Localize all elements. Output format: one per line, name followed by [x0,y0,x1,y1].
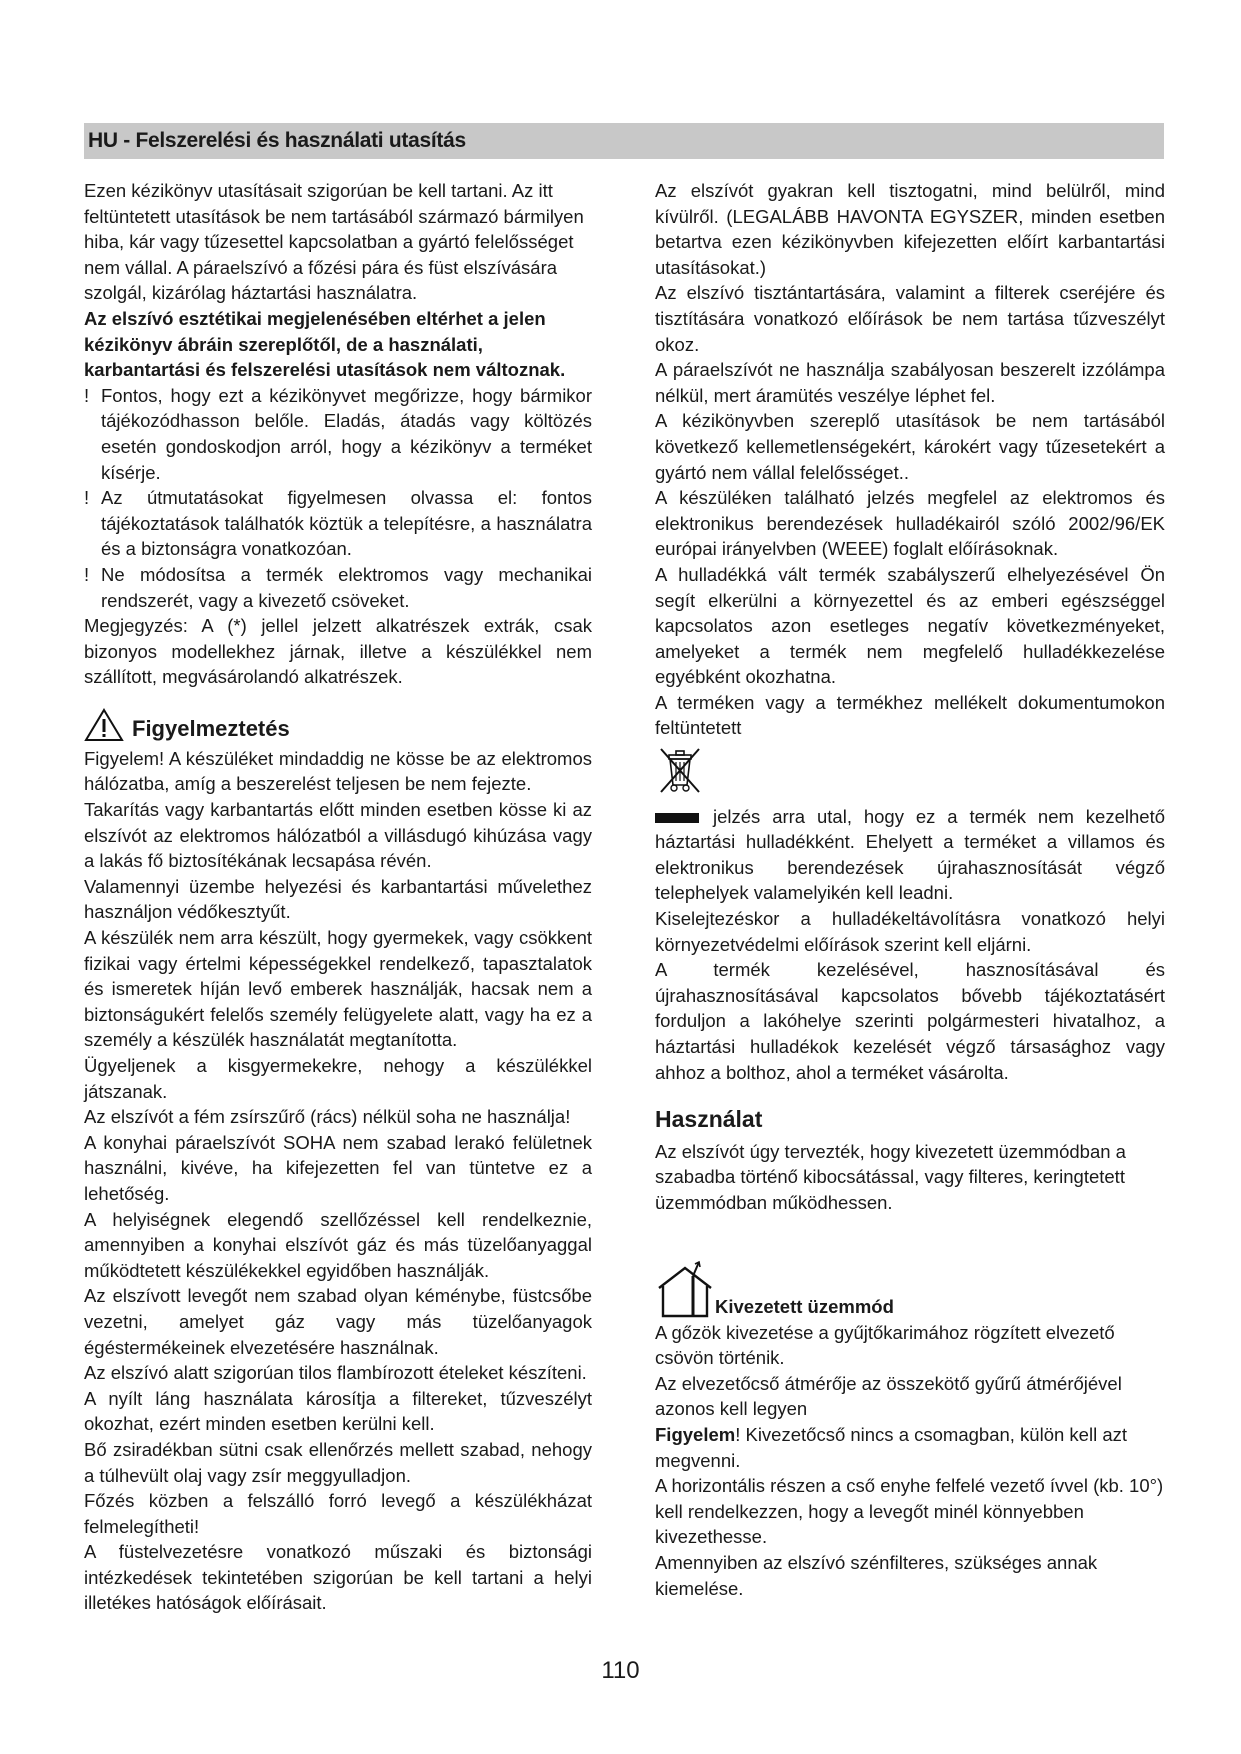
bullet-mark: ! [84,487,90,509]
warning-item: A füstelvezetésre vonatkozó műszaki és biztonsági intézkedések tekintetében szigorúan be kell tartani a helyi illetékes hatóságok előírásait. [84,1541,592,1614]
warning-item: A készülék nem arra készült, hogy gyermekek, vagy csökkent fizikai vagy értelmi képességekkel rendelkező, tapasztalatok és ismeretek híján levő emberek használják, hacsak nem a biztonságukért felelős személy felügyelete alatt, vagy ha ez a személy a készülék használatát megtanította. [84,927,592,1051]
warning-item: A nyílt láng használata károsítja a filtereket, tűzveszélyt okozhat, ezért minden esetben kerülni kell. [84,1387,592,1435]
paragraph: Kiselejtezéskor a hulladékeltávolításra vonatkozó helyi környezetvédelmi előírások szerint kell eljárni. [655,908,1165,955]
warning-item: Ügyeljenek a kisgyermekekre, nehogy a készülékkel játszanak. [84,1055,592,1102]
duct-paragraph: A gőzök kivezetése a gyűjtőkarimához rögzített elvezető csövön történik. [655,1321,1115,1369]
weee-paragraph [655,804,1165,906]
duct-warning [655,1422,1165,1473]
weee-text: jelzés arra utal, hogy ez a termék nem kezelhető háztartási hulladékként. Ehelyett a terméket a villamos és elektronikus berendezések újrahasznosítását végző telephelyek valamelyikén kell leadni. [655,805,1165,904]
warning-item: A konyhai páraelszívót SOHA nem szabad lerakó felületnek használni, kivéve, ha kifejezetten fel van tüntetve ez a lehetőség. [84,1131,592,1204]
paragraph: A páraelszívót ne használja szabályosan beszerelt izzólámpa nélkül, mert áramütés veszélye léphet fel. [655,359,1165,406]
warning-heading [84,708,592,742]
bullet-mark: ! [84,384,90,406]
weee-bar-icon [655,813,699,823]
warning-item: Az elszívott levegőt nem szabad olyan kéménybe, füstcsőbe vezetni, amelyet gáz vagy más tüzelőanyagok égéstermékeinek elvezetésére használnak. [84,1285,592,1358]
house-vent-icon [655,1260,715,1320]
bullet-text: Ne módosítsa a termék elektromos vagy mechanikai rendszerét, vagy a kivezető csöveket. [101,563,592,611]
right-column [655,178,1165,1601]
intro-paragraph: Ezen kézikönyv utasításait szigorúan be kell tartani. Az itt feltüntetett utasítások be nem tartásából származó bármilyen hiba, kár vagy tűzesettel kapcsolatban a gyártó felelősséget nem vállal. A páraelszívó a főzési pára és füst elszívására szolgál, kizárólag háztartási használatra. [84,180,584,304]
bullet-text: Fontos, hogy ezt a kézikönyvet megőrizze, hogy bármikor tájékozódhasson belőle. Eladás, átadás vagy költözés esetén gondoskodjon arról, hogy a kézikönyv a terméket kísérje. [101,384,592,483]
duct-heading [655,1260,1165,1320]
page-title: HU - Felszerelési és használati utasítás [88,129,466,152]
bullet-mark: ! [84,563,90,585]
duct-paragraph: Az elvezetőcső átmérője az összekötő gyűrű átmérőjével azonos kell legyen [655,1372,1122,1420]
weee-bin-icon [655,745,1165,802]
paragraph: A terméken vagy a termékhez mellékelt dokumentumokon feltüntetett [655,691,1165,739]
duct-warning-bold: Figyelem [655,1423,736,1445]
warning-item: A helyiségnek elegendő szellőzéssel kell rendelkeznie, amennyiben a konyhai elszívót gáz és más tüzelőanyaggal működtetett készülékekkel egyidőben használják. [84,1208,592,1281]
duct-paragraph: A horizontális részen a cső enyhe felfelé vezető ívvel (kb. 10°) kell rendelkezzen, hogy a levegőt minél könnyebben kivezethesse. [655,1475,1164,1548]
paragraph: A hulladékká vált termék szabályszerű elhelyezésével Ön segít elkerülni a környezettel és az emberi egészséggel kapcsolatos azon esetleges negatív következményeket, amelyeket a termék nem megfelelő hulladékkezelése egyébként okozhatna. [655,563,1165,688]
bullet-text: Az útmutatásokat figyelmesen olvassa el: fontos tájékoztatások találhatók köztük a telepítésre, a használatra és a biztonságra vonatkozóan. [101,487,592,560]
left-column [84,178,592,1616]
header-bar [84,123,1164,159]
duct-title: Kivezetett üzemmód [715,1295,894,1317]
list-item [84,562,592,613]
list-item [84,485,592,562]
warning-title: Figyelmeztetés [132,716,290,742]
paragraph: A kézikönyvben szereplő utasítások be nem tartásából következő kellemetlenségekért, károkért vagy tűzesetekért a gyártó nem vállal felelősséget.. [655,410,1165,483]
usage-title: Használat [655,1106,763,1133]
warning-item: Figyelem! A készüléket mindaddig ne kösse be az elektromos hálózatba, amíg a beszerelést teljesen be nem fejezte. [84,747,592,795]
paragraph: Az elszívó tisztántartására, valamint a filterek cseréjére és tisztítására vonatkozó előírások be nem tartása tűzveszélyt okoz. [655,282,1165,355]
warning-item: Az elszívó alatt szigorúan tilos flambírozott ételeket készíteni. [84,1362,587,1384]
warning-item: Bő zsiradékban sütni csak ellenőrzés mellett szabad, nehogy a túlhevült olaj vagy zsír meggyulladjon. [84,1438,592,1486]
duct-paragraph: Amennyiben az elszívó szénfilteres, szükséges annak kiemelése. [655,1551,1098,1599]
warning-item: Főzés közben a felszálló forró levegő a készülékházat felmelegítheti! [84,1490,592,1537]
warning-item: Takarítás vagy karbantartás előtt minden esetben kösse ki az elszívót az elektromos hálózatból a villásdugó kihúzása vagy a lakás fő biztosítékának lecsapása révén. [84,799,592,872]
warning-triangle-icon [84,708,124,742]
warning-item: Valamennyi üzembe helyezési és karbantartási művelethez használjon védőkesztyűt. [84,875,592,923]
list-item [84,383,592,485]
paragraph: A termék kezelésével, hasznosításával és újrahasznosításával kapcsolatos bővebb tájékoztatásért forduljon a lakóhelye szerinti polgármesteri hivatalhoz, a háztartási hulladékok kezelését végző társasághoz vagy ahhoz a bolthoz, ahol a terméket vásárolta. [655,959,1165,1083]
bold-note: Az elszívó esztétikai megjelenésében eltérhet a jelen kézikönyv ábráin szereplőtől, de a használati, karbantartási és felszerelési utasítások nem változnak. [84,307,566,381]
paragraph: Az elszívót gyakran kell tisztogatni, mind belülről, mind kívülről. (LEGALÁBB HAVONTA EGYSZER, minden esetben betartva ezen kézikönyvben kifejezetten előírt karbantartási utasításokat.) [655,180,1165,278]
note-paragraph: Megjegyzés: A (*) jellel jelzett alkatrészek extrák, csak bizonyos modellekhez járnak, illetve a készülékkel nem szállított, megvásárolandó alkatrészek. [84,615,592,688]
usage-text: Az elszívót úgy tervezték, hogy kivezetett üzemmódban a szabadba történő kibocsátással, vagy filteres, keringtetett üzemmódban működhessen. [655,1140,1126,1213]
paragraph: A készüléken található jelzés megfelel az elektromos és elektronikus berendezések hulladékairól szóló 2002/96/EK európai irányelvben (WEEE) foglalt előírásoknak. [655,487,1165,560]
warning-item: Az elszívót a fém zsírszűrő (rács) nélkül soha ne használja! [84,1106,571,1128]
duct-warning-rest: ! Kivezetőcső nincs a csomagban, külön kell azt megvenni. [655,1423,1127,1471]
page-number: 110 [601,1657,640,1684]
